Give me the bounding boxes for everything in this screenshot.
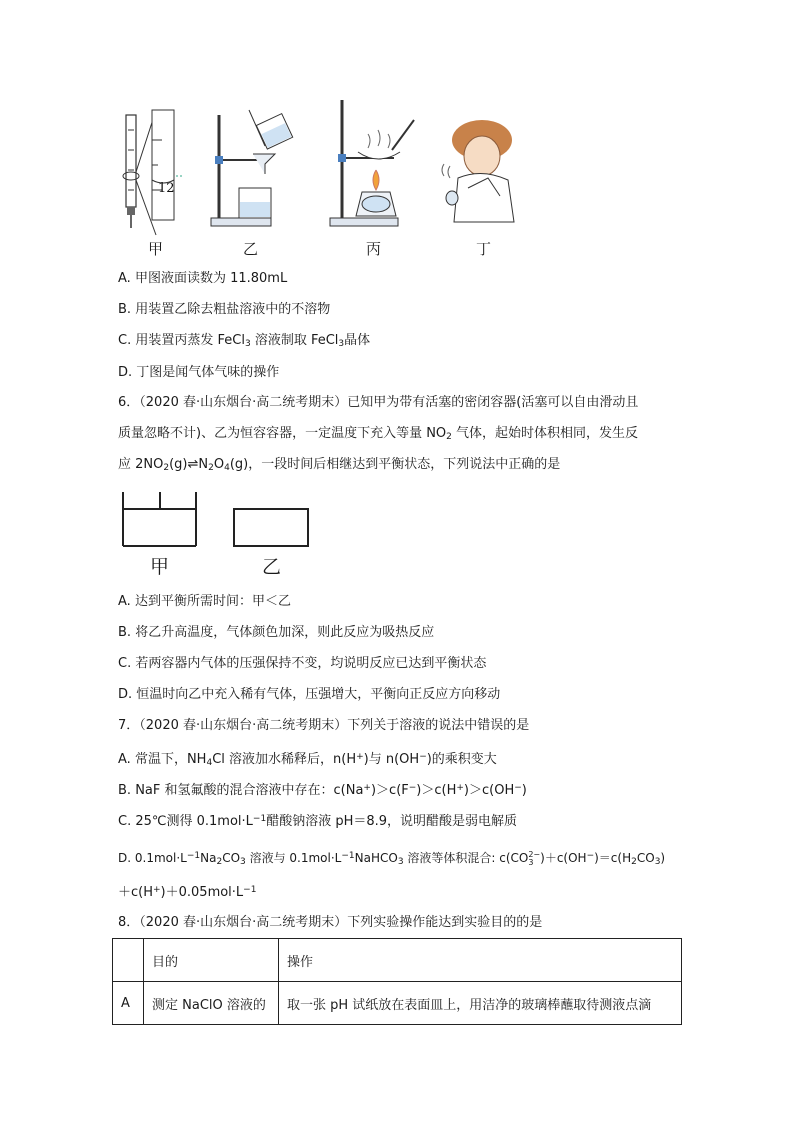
container-label-yi: 乙 — [262, 556, 282, 578]
table-cell: 取一张 pH 试纸放在表面皿上，用洁净的玻璃棒蘸取待测液点滴 — [279, 982, 682, 1025]
q7-option-d-line-2: $+c(H^+)+0.05mol\cdot L^{-1}$ — [118, 885, 257, 900]
q6-stem-line-2: 质量忽略不计)、乙为恒容容器，一定温度下充入等量 $NO_2$ 气体，起始时体积相同，发生反 — [118, 426, 639, 442]
q5-option-a: A. 甲图液面读数为 11.80mL — [118, 271, 288, 286]
q5-option-b: B. 用装置乙除去粗盐溶液中的不溶物 — [118, 302, 331, 317]
q6-stem-line-1: 6．（2020 春·山东烟台·高二统考期末）已知甲为带有活塞的密闭容器(活塞可以自由滑动且 — [118, 395, 639, 410]
q7-option-a: A. 常温下，$NH_4Cl$ 溶液加水稀释后，n(H+)与 n(OH−)的乘积变大 — [118, 752, 497, 768]
burette-figure-jia — [118, 110, 188, 235]
container-figure — [120, 490, 320, 550]
q8-stem: 8．（2020 春·山东烟台·高二统考期末）下列实验操作能达到实验目的的是 — [118, 915, 543, 930]
figure-label-jia: 甲 — [148, 240, 164, 258]
q6-option-a: A. 达到平衡所需时间：甲＜乙 — [118, 594, 291, 609]
q8-table — [112, 938, 682, 1025]
q7-option-d-line-1: D. $0.1mol\cdot L^{-1}Na_2CO_3$ 溶液与 $0.1mol\cdot L^{-1}NaHCO_3$ 溶液等体积混合: c(CO 2− 3 )$+c(OH^-)=c(H_2CO_3)$ — [118, 849, 666, 867]
q5-option-d: D. 丁图是闻气体气味的操作 — [118, 365, 280, 380]
container-jia — [123, 492, 196, 546]
smell-gas-figure-ding — [438, 118, 526, 226]
table-header-cell — [113, 939, 144, 982]
q7-option-c: C. 25℃测得 $0.1mol\cdot L^{-1}$醋酸钠溶液 pH＝8.9，说明醋酸是弱电解质 — [118, 814, 518, 829]
filtration-figure-yi — [205, 110, 300, 228]
table-header-row — [113, 939, 682, 982]
table-cell: A — [113, 982, 144, 1025]
figure-label-ding: 丁 — [476, 240, 492, 258]
table-cell: 测定 NaClO 溶液的 — [144, 982, 279, 1025]
q7-stem: 7．（2020 春·山东烟台·高二统考期末）下列关于溶液的说法中错误的是 — [118, 718, 530, 733]
q6-option-b: B. 将乙升高温度，气体颜色加深，则此反应为吸热反应 — [118, 625, 435, 640]
evaporation-figure-bing — [328, 100, 420, 228]
figure-label-bing: 丙 — [366, 240, 382, 258]
container-yi — [234, 509, 308, 546]
table-row — [113, 982, 682, 1025]
q7-option-b: B. NaF 和氢氟酸的混合溶液中存在：c(Na+)＞c(F−)＞c(H+)＞c(OH−) — [118, 783, 527, 798]
table-header-cell: 操作 — [279, 939, 682, 982]
q6-stem-line-3: 应 $2NO_2(g)\rightleftharpoons N_2O_4(g)$，一段时间后相继达到平衡状态，下列说法中正确的是 — [118, 457, 561, 473]
figure-label-yi: 乙 — [243, 240, 259, 258]
q6-option-c: C. 若两容器内气体的压强保持不变，均说明反应已达到平衡状态 — [118, 656, 487, 671]
q5-option-c: C. 用装置丙蒸发 FeCl$_3$ 溶液制取 FeCl$_3$晶体 — [118, 333, 371, 349]
burette-mark: 12 — [158, 181, 175, 196]
q6-option-d: D. 恒温时向乙中充入稀有气体，压强增大，平衡向正反应方向移动 — [118, 687, 501, 702]
table-header-cell: 目的 — [144, 939, 279, 982]
container-label-jia: 甲 — [150, 556, 170, 578]
